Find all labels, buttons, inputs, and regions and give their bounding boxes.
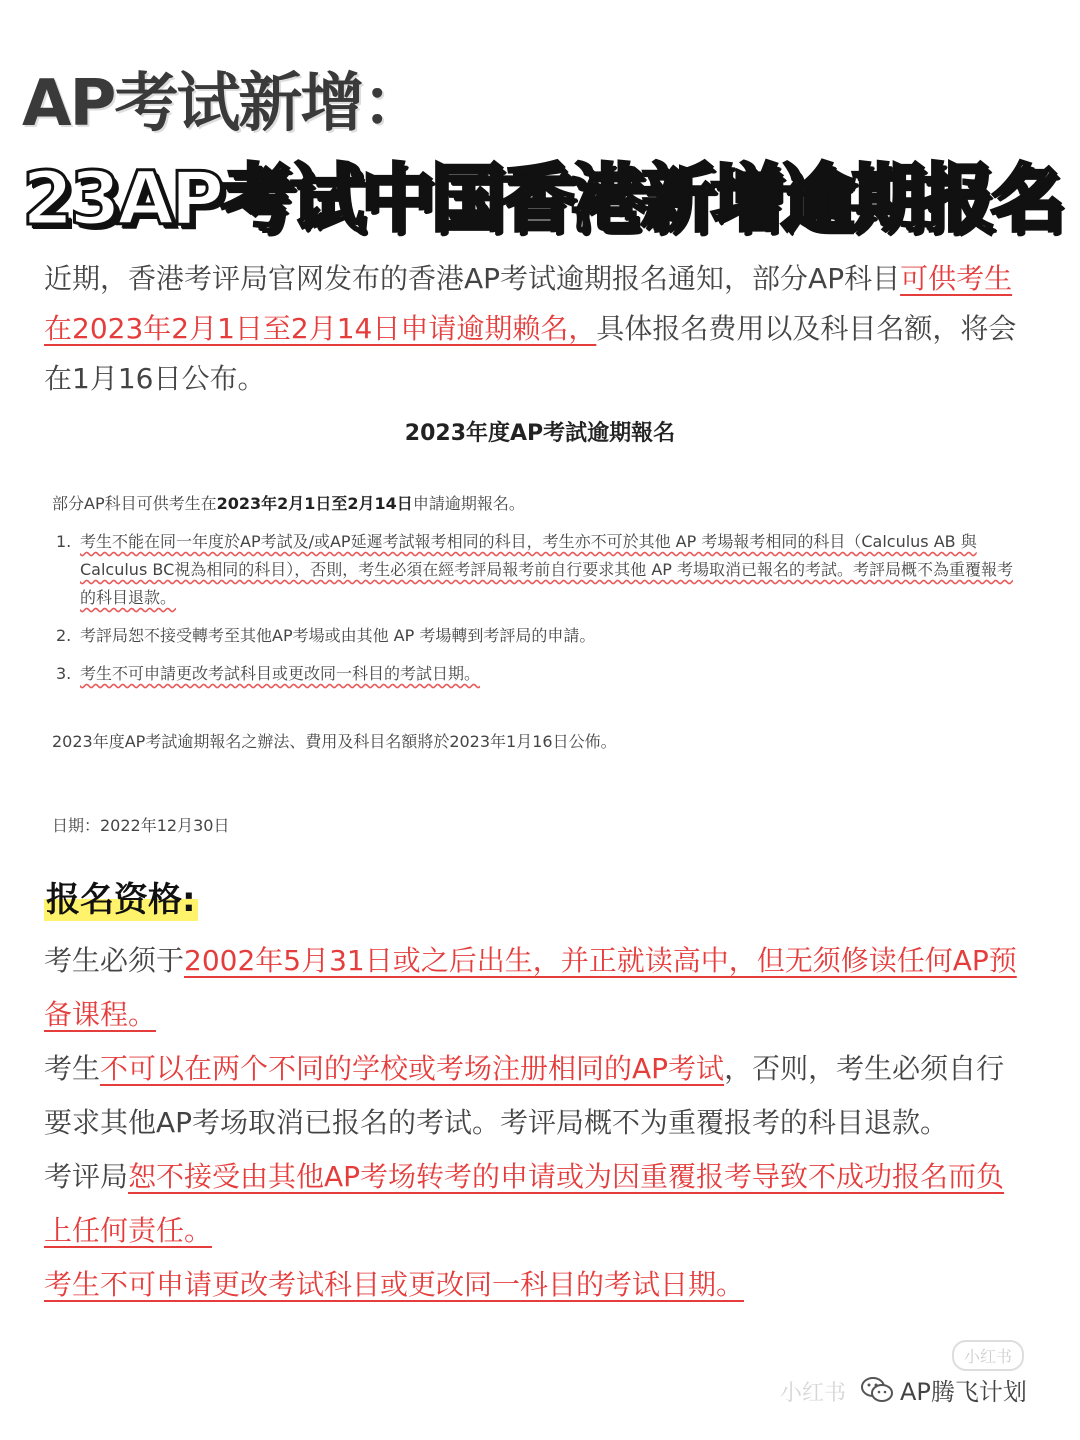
eligibility-highlight: 考生不可申请更改考试科目或更改同一科目的考试日期。 (44, 1268, 745, 1301)
rule-text: 考生不能在同一年度於AP考試及/或AP延遲考試報考相同的科目，考生亦不可於其他 AP 考場報考相同的科目（Calculus AB 與 Calculus BC視為相同的科目），否則，考生必須在經考評局報考前自行要求其他 AP 考場取消已報名的考試。考評局概不為重覆報考的科目退款。 (80, 532, 1014, 607)
eligibility-heading: 报名资格: (44, 872, 198, 921)
eligibility-highlight: 不可以在两个不同的学校或考场注册相同的AP考试 (100, 1052, 725, 1085)
eligibility-text: ，否则，考生必须自行要求其他AP考场取消已报名的考试。考评局概不为重覆报考的科目退款。 (44, 1052, 1005, 1139)
wechat-account (860, 1372, 1027, 1407)
eligibility-item (44, 1150, 1024, 1258)
notice-date: 日期：2022年12月30日 (52, 816, 230, 835)
notice-footer: 2023年度AP考試逾期報名之辦法、費用及科目名額將於2023年1月16日公佈。 (52, 732, 617, 751)
eligibility-text: 考评局 (44, 1160, 129, 1193)
rule-number: 3. (56, 664, 72, 683)
notice-title: 2023年度AP考試逾期報名 (404, 421, 676, 446)
notice-rule-item (56, 660, 1016, 688)
rule-number: 1. (56, 532, 72, 551)
notice-rule-item (56, 528, 1016, 612)
headline-line2: 23AP考试中国香港新增逾期报名 (22, 156, 1061, 242)
rule-text: 考生不可申請更改考試科目或更改同一科目的考試日期。 (80, 664, 481, 683)
intro-paragraph (44, 254, 1024, 404)
notice-lead-dates: 2023年2月1日至2月14日 (216, 494, 413, 513)
notice-lead (52, 490, 1012, 518)
platform-watermark: 小红书 (780, 1381, 847, 1406)
notice-lead-pre: 部分AP科目可供考生在 (52, 494, 217, 513)
intro-text: 近期，香港考评局官网发布的香港AP考试逾期报名通知，部分AP科目 (44, 262, 901, 295)
notice-lead-post: 申請逾期報名。 (412, 494, 525, 513)
eligibility-item (44, 934, 1024, 1042)
notice-rule-item (56, 622, 1016, 650)
notice-rules-list (56, 528, 1016, 698)
eligibility-item (44, 1042, 1024, 1150)
eligibility-highlight: 恕不接受由其他AP考场转考的申请或为因重覆报考导致不成功报名而负上任何责任。 (44, 1160, 1005, 1247)
intro-text-end: 具体报名费用以及科目名额，将会在1月16日公布。 (44, 312, 1017, 395)
eligibility-item (44, 1258, 1024, 1312)
eligibility-highlight: 2002年5月31日或之后出生，并正就读高中，但无须修读任何AP预备课程。 (44, 944, 1017, 1031)
wechat-account-name: AP腾飞计划 (900, 1378, 1027, 1406)
rule-text: 考評局恕不接受轉考至其他AP考場或由其他 AP 考場轉到考評局的申請。 (80, 626, 596, 645)
eligibility-text: 考生必须于 (44, 944, 185, 977)
rule-number: 2. (56, 626, 72, 645)
eligibility-text: 考生 (44, 1052, 101, 1085)
platform-badge-watermark: 小红书 (952, 1340, 1024, 1371)
headline-line1: AP考试新增： (22, 67, 425, 141)
eligibility-body (44, 934, 1024, 1312)
intro-highlight: 可供考生在2023年2月1日至2月14日申请逾期赖名， (44, 262, 1013, 345)
wechat-icon (860, 1376, 894, 1404)
